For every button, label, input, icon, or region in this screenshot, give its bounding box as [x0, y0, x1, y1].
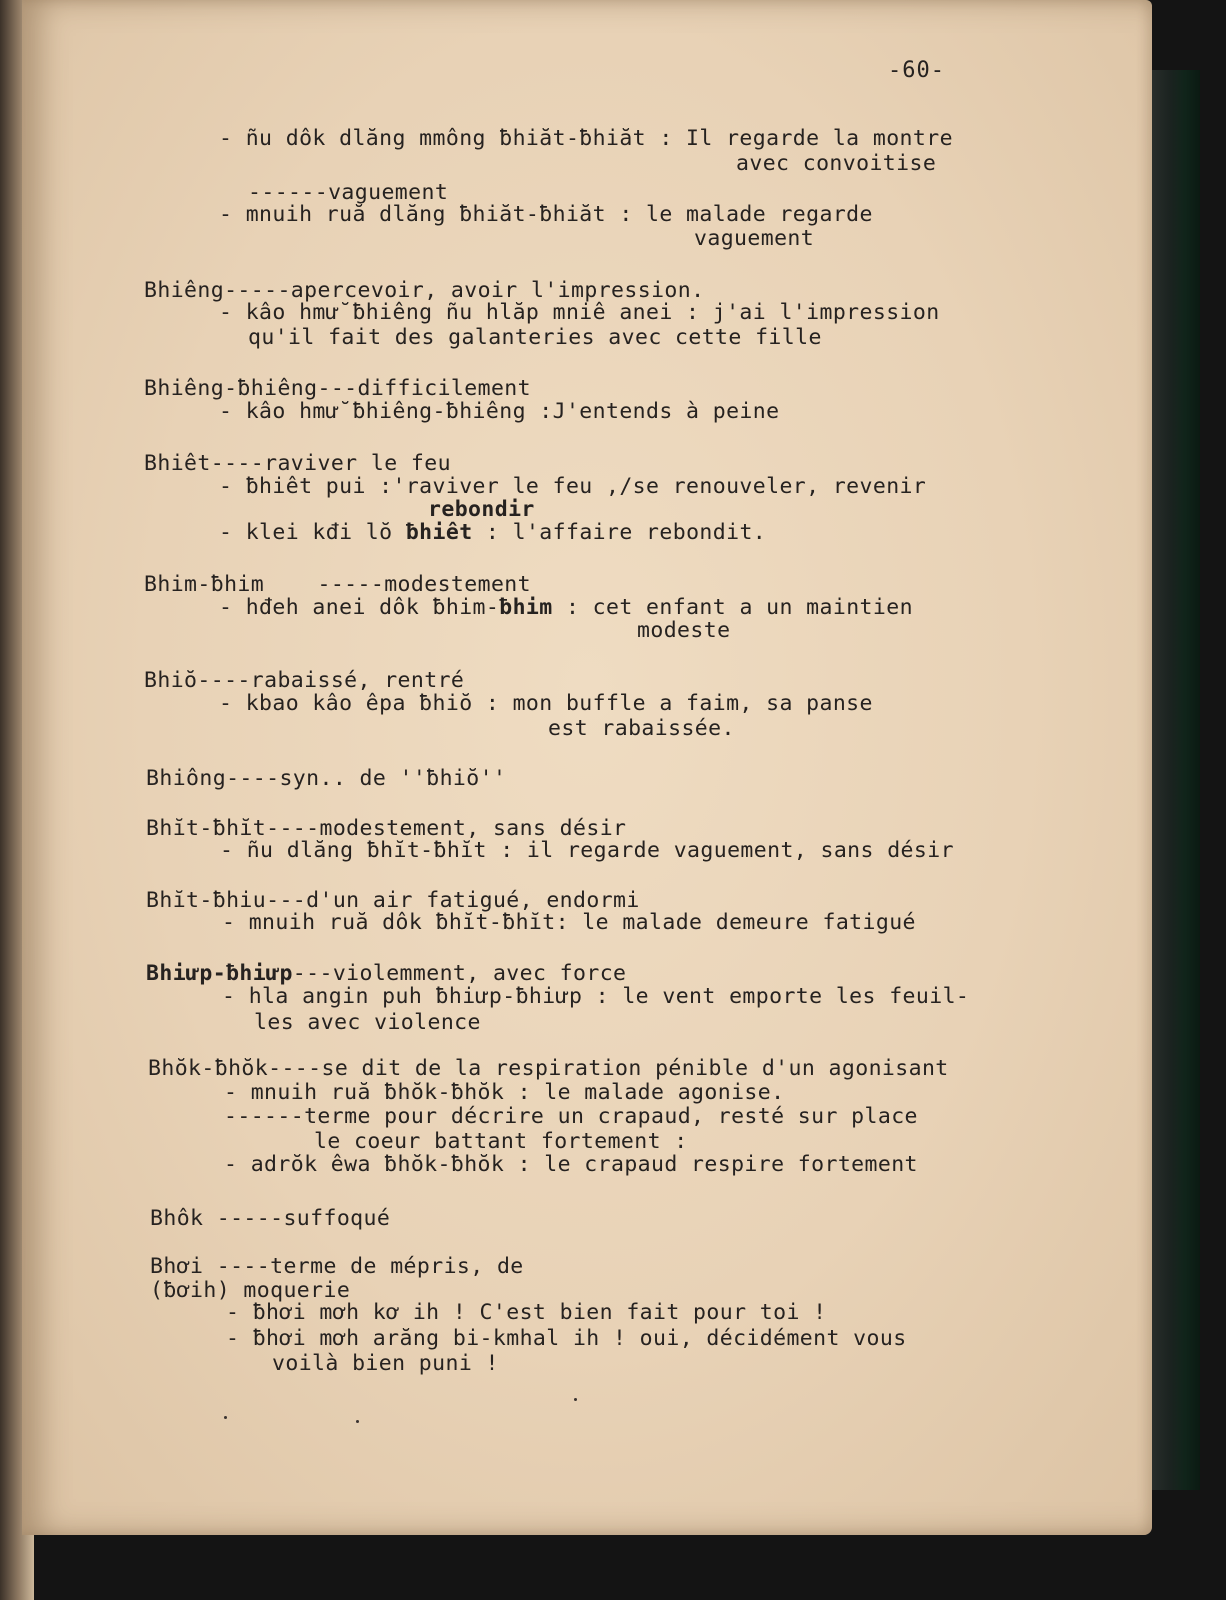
entry-heading: Bhiưp-ƀhiưp---violemment, avec force — [146, 961, 627, 986]
text-line: le coeur battant fortement : — [314, 1129, 688, 1154]
text-line: - mnuih ruă dôk ƀhĭt-ƀhĭt: le malade demeure fatigué — [222, 910, 916, 935]
text-line: - kâo hmư̆ ƀhiêng-ƀhiêng :J'entends à peine — [219, 399, 780, 424]
text-line: modeste — [637, 618, 731, 643]
entry-heading: Bhơi ----terme de mépris, de — [150, 1254, 524, 1279]
text-line: les avec violence — [254, 1010, 481, 1035]
entry-heading: Bhiông----syn.. de ''ƀhiŏ'' — [146, 766, 507, 791]
entry-heading: Bhĭt-ƀhĭt----modestement, sans désir — [146, 816, 627, 841]
text-line: vaguement — [694, 226, 815, 251]
text-line: est rabaissée. — [548, 716, 735, 741]
text-line: - ƀhiêt pui :'raviver le feu ,/se renouveler, revenir — [219, 474, 927, 499]
text-line: - kbao kâo êpa ƀhiŏ : mon buffle a faim, sa panse — [219, 691, 873, 716]
text-line: - klei kđi lŏ ƀhiêt : l'affaire rebondit. — [219, 520, 767, 545]
text-line: - mnuih ruă dlăng ƀhiăt-ƀhiăt : le malade regarde — [219, 202, 873, 227]
entry-heading: Bhŏk-ƀhŏk----se dit de la respiration pénible d'un agonisant — [148, 1056, 949, 1081]
entry-heading: Bhiŏ----rabaissé, rentré — [144, 668, 465, 693]
entry-heading: Bhim-ƀhim -----modestement — [144, 572, 531, 597]
ink-speck — [224, 1416, 227, 1419]
entry-heading: Bhĭt-ƀhiu---d'un air fatigué, endormi — [146, 888, 640, 913]
text-line: - kâo hmư̆ ƀhiêng ñu hlăp mniê anei : j'ai l'impression — [219, 300, 940, 325]
text-line: - ñu dôk dlăng mmông ƀhiăt-ƀhiăt : Il regarde la montre — [219, 126, 953, 151]
text-line: avec convoitise — [736, 151, 937, 176]
text-line: - adrŏk êwa ƀhŏk-ƀhŏk : le crapaud respire fortement — [224, 1152, 918, 1177]
text-line: voilà bien puni ! — [272, 1351, 499, 1376]
text-line: - hla angin puh ƀhiưp-ƀhiưp : le vent emporte les feuil- — [222, 984, 970, 1009]
page-number: -60- — [888, 58, 945, 83]
text-line: - hđeh anei dôk ƀhim-ƀhim : cet enfant a un maintien — [219, 595, 913, 620]
text-line: ------terme pour décrire un crapaud, resté sur place — [224, 1104, 918, 1129]
text-line: qu'il fait des galanteries avec cette fille — [248, 325, 822, 350]
entry-heading: Bhiêng-----apercevoir, avoir l'impression. — [144, 278, 705, 303]
text-line: - ƀhơi mơh arăng bi-kmhal ih ! oui, décidément vous — [226, 1326, 907, 1351]
book-page — [22, 0, 1152, 1535]
text-line: - ƀhơi mơh kơ ih ! C'est bien fait pour toi ! — [226, 1300, 827, 1325]
text-line: ------vaguement — [248, 180, 449, 205]
entry-heading: Bhôk -----suffoqué — [150, 1206, 391, 1231]
ink-speck — [356, 1420, 359, 1423]
text-line: (ƀơih) moquerie — [150, 1278, 351, 1303]
entry-heading: Bhiêng-ƀhiêng---difficilement — [144, 376, 531, 401]
text-line: rebondir — [428, 497, 535, 522]
text-line: - mnuih ruă ƀhŏk-ƀhŏk : le malade agonise. — [224, 1080, 785, 1105]
entry-heading: Bhiêt----raviver le feu — [144, 451, 451, 476]
book-cover-edge — [1150, 70, 1200, 1490]
ink-speck — [574, 1398, 577, 1401]
text-line: - ñu dlăng ƀhĭt-ƀhĭt : il regarde vaguement, sans désir — [220, 838, 954, 863]
